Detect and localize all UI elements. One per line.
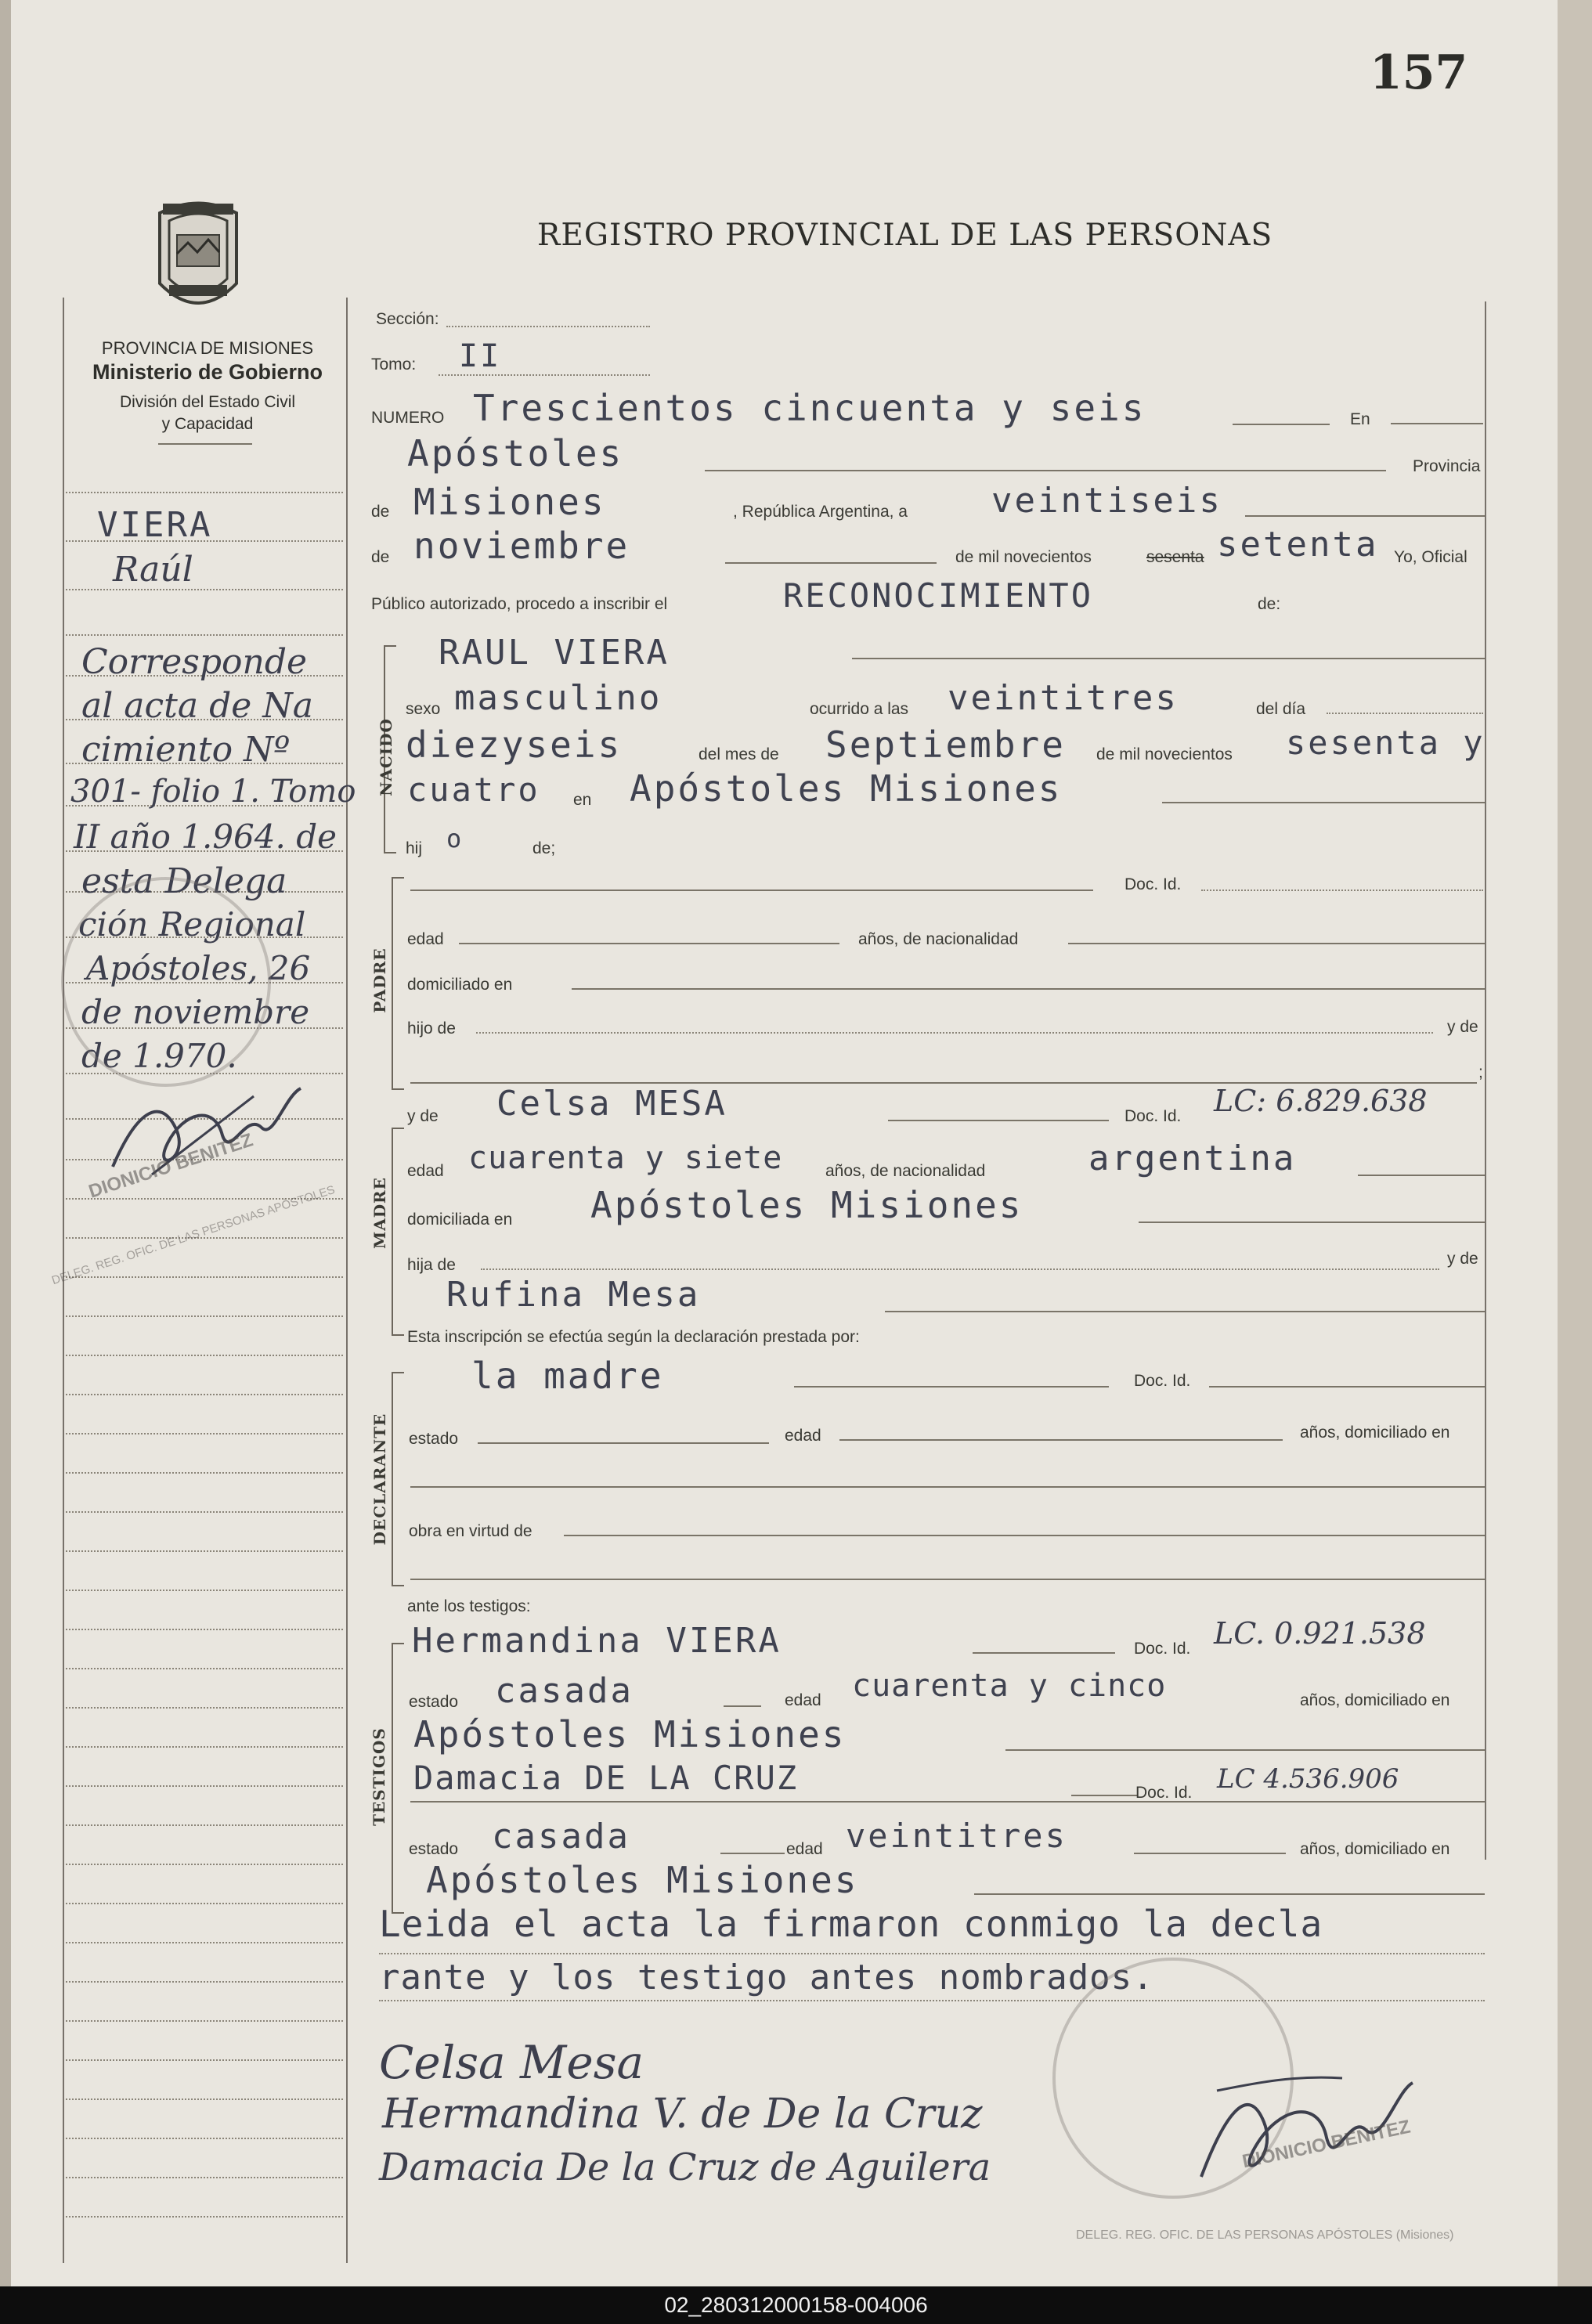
del-dia-label: del día (1256, 700, 1306, 718)
provincia-label: Provincia (1413, 457, 1481, 475)
declarante-intro-label: Esta inscripción se efectúa según la declaración prestada por: (407, 1328, 860, 1346)
nacido-name-value: RAUL VIERA (439, 633, 670, 673)
declarante-section-label: DECLARANTE (370, 1413, 389, 1546)
division-line-2: y Capacidad (161, 415, 254, 433)
de-label-2: de (371, 548, 390, 566)
declarante-anios-label: años, domiciliado en (1300, 1424, 1450, 1442)
tomo-label: Tomo: (371, 355, 417, 374)
testigo-1-edad-label: edad (785, 1691, 821, 1709)
de-colon-label: de: (1258, 595, 1281, 613)
testigo-1-doc-value: LC. 0.921.538 (1214, 1616, 1426, 1651)
official-stamp-name: DIONICIO BENITEZ (1240, 2116, 1413, 2173)
margin-stamp-office: DELEG. REG. OFIC. DE LAS PERSONAS APÓSTOLES (50, 1182, 337, 1288)
testigos-section-label: TESTIGOS (370, 1727, 388, 1826)
ocurrido-label: ocurrido a las (810, 700, 909, 718)
testigo-2-doc-value: LC 4.536.906 (1217, 1763, 1399, 1795)
madre-anios-label: años, de nacionalidad (825, 1162, 986, 1180)
sesenta-struck-label: sesenta (1146, 548, 1204, 566)
scan-identifier: 02_280312000158-004006 (0, 2286, 1592, 2324)
domiciliada-label: domiciliada en (407, 1211, 513, 1229)
madre-name-value: Celsa MESA (496, 1084, 727, 1124)
mes-value: Septiembre (825, 724, 1066, 766)
signature-celsa-mesa: Celsa Mesa (379, 2036, 644, 2089)
padre-hijo-de-label: hijo de (407, 1019, 456, 1038)
testigo-1-estado-value: casada (495, 1671, 634, 1711)
book-spine (1558, 0, 1592, 2286)
madre-y-de-label-2: y de (1447, 1250, 1478, 1268)
testigo-2-estado-value: casada (492, 1817, 630, 1857)
signature-hermandina: Hermandina V. de De la Cruz (382, 2091, 983, 2138)
publico-label: Público autorizado, procedo a inscribir el (371, 595, 668, 613)
testigo-2-edad-label: edad (786, 1840, 823, 1858)
closing-line-1: Leida el acta la firmaron conmigo la decla (379, 1903, 1323, 1945)
nacido-section-label: NACIDO (377, 718, 395, 796)
tomo-value: II (459, 338, 502, 374)
testigo-2-doc-label: Doc. Id. (1135, 1784, 1193, 1802)
lugar-value: Apóstoles Misiones (630, 767, 1063, 810)
closing-line-2: rante y los testigo antes nombrados. (379, 1958, 1154, 1997)
testigo-2-estado-label: estado (409, 1840, 459, 1858)
division-line-1: División del Estado Civil (119, 393, 296, 411)
signature-damacia: Damacia De la Cruz de Aguilera (379, 2145, 991, 2189)
testigo-2-edad-value: veintitres (846, 1817, 1067, 1855)
madre-doc-label: Doc. Id. (1125, 1107, 1182, 1125)
testigo-1-domicilio-value: Apóstoles Misiones (413, 1713, 847, 1756)
nacido-mil-label: de mil novecientos (1096, 745, 1233, 763)
seccion-label: Sección: (376, 310, 439, 328)
declarante-estado-label: estado (409, 1430, 459, 1448)
padre-y-de-label: y de (1447, 1018, 1478, 1036)
testigos-intro-label: ante los testigos: (407, 1597, 531, 1615)
testigo-1-estado-label: estado (409, 1693, 459, 1711)
obra-label: obra en virtud de (409, 1522, 532, 1540)
sexo-label: sexo (406, 700, 441, 718)
madre-nacionalidad-value: argentina (1088, 1139, 1297, 1178)
dia-value: diezyseis (406, 724, 623, 766)
numero-value: Trescientos cincuenta y seis (473, 387, 1146, 429)
hij-de-label: de; (532, 839, 556, 857)
madre-edad-label: edad (407, 1162, 444, 1180)
testigo-2-anios-label: años, domiciliado en (1300, 1840, 1450, 1858)
hij-value: o (446, 824, 464, 853)
numero-label: NUMERO (371, 409, 445, 427)
declarante-doc-label: Doc. Id. (1134, 1372, 1191, 1390)
anio-value-1: sesenta y (1286, 724, 1486, 762)
padre-semicolon: ; (1478, 1063, 1483, 1081)
margin-official-stamp (61, 877, 271, 1087)
sexo-value: masculino (454, 678, 662, 718)
madre-edad-value: cuarenta y siete (468, 1140, 783, 1176)
madre-section-label: MADRE (370, 1177, 389, 1249)
official-stamp-office: DELEG. REG. OFIC. DE LAS PERSONAS APÓSTOLES (Misiones) (1076, 2228, 1454, 2242)
testigo-1-name-value: Hermandina VIERA (412, 1621, 782, 1661)
hij-label: hij (406, 839, 423, 857)
madre-domicilio-value: Apóstoles Misiones (590, 1184, 1023, 1226)
republica-label: , República Argentina, a (733, 503, 908, 521)
province-seal-icon (152, 197, 244, 321)
document-title: REGISTRO PROVINCIAL DE LAS PERSONAS (537, 218, 1273, 253)
margin-stamp-name: DIONICIO BENITEZ (86, 1129, 256, 1203)
nacido-en-label: en (573, 791, 592, 809)
province-name: PROVINCIA DE MISIONES (101, 338, 314, 358)
madre-doc-value: LC: 6.829.638 (1214, 1084, 1428, 1118)
declarante-name-value: la madre (471, 1355, 664, 1397)
en-label: En (1350, 410, 1370, 428)
year-value: setenta (1217, 525, 1379, 565)
del-mes-label: del mes de (699, 745, 779, 763)
testigo-1-doc-label: Doc. Id. (1134, 1640, 1191, 1658)
month-value: noviembre (413, 525, 630, 567)
padre-section-label: PADRE (370, 947, 389, 1013)
testigo-1-anios-label: años, domiciliado en (1300, 1691, 1450, 1709)
ministry-name: Ministerio de Gobierno (92, 360, 323, 384)
province-value: Misiones (413, 481, 606, 523)
page-number: 157 (1370, 45, 1468, 100)
day-value: veintiseis (991, 481, 1222, 521)
register-page: 157 REGISTRO PROVINCIAL DE LAS PERSONAS PROVINCIA DE MISIONES Ministerio de Gobierno División del Estado Civil y Capacidad VIERA Raúl Corresponde al acta de Na cimiento Nº 301- folio 1. Tomo II año 1.964. de esta Delega ción Regional Apóstoles, 26 de noviembre de 1.970. DIONICIO BENITEZ DELEG. REG. OFIC. DE LAS PERSONAS APÓSTOLES Sección: Tomo: II NUMERO Trescientos cincuenta y seis En Apóstoles Provincia de Misiones , República Argentina, a veintiseis de noviembre de mil novecientos sesenta setenta Yo, Oficial Público autorizado, procedo a inscribir el RECONOCIMIENTO de: NACIDO RAUL VIERA sexo masculino ocurrido a las veintitres del día diezyseis del mes de Septiembre de mil novecientos sesenta y cuatro en Apóstoles Misiones hij o de; PADRE Doc. Id. edad años, de nacionalidad domiciliado en hijo de y de ; MADRE y de Celsa MESA Doc. Id. LC: 6.829.638 edad cuarenta y siete años, de nacionalidad argentina domiciliada en Apóstoles Misiones hija de y de Rufina Mesa Esta inscripción se efectúa según la declaración prestada por: DECLARANTE la madre Doc. Id. estado edad años, domiciliado en obra en virtud de ante los testigos: TESTIGOS Hermandina VIERA Doc. Id. LC. 0.921.538 estado casada edad cuarenta y cinco años, domiciliado en Apóstoles Misiones Damacia DE LA CRUZ Doc. Id. LC 4.536.906 estado casada edad veintitres años, domiciliado en Apóstoles Misiones Leida el acta la firmaron conmigo la decla rante y los testigo antes nombrados. Celsa Mesa Hermandina V. de De la Cruz Damacia De la Cruz de Aguilera DIONICIO BENITEZ DELEG. REG. OFIC. DE LAS PERSONAS APÓSTOLES (Misiones) (11, 0, 1558, 2286)
declarante-edad-label: edad (785, 1427, 821, 1445)
hora-value: veintitres (948, 678, 1179, 718)
padre-doc-label: Doc. Id. (1125, 875, 1182, 893)
margin-surname: VIERA (97, 505, 213, 545)
madre-y-de-label: y de (407, 1107, 439, 1125)
madre-mother-value: Rufina Mesa (446, 1275, 701, 1315)
testigo-1-edad-value: cuarenta y cinco (852, 1668, 1167, 1704)
testigo-2-name-value: Damacia DE LA CRUZ (413, 1759, 799, 1797)
acto-value: RECONOCIMIENTO (783, 576, 1094, 615)
hija-de-label: hija de (407, 1256, 456, 1274)
de-label: de (371, 503, 390, 521)
margin-given-name: Raúl (113, 550, 193, 590)
yo-oficial-label: Yo, Oficial (1394, 548, 1467, 566)
padre-anios-label: años, de nacionalidad (858, 930, 1019, 948)
padre-edad-label: edad (407, 930, 444, 948)
testigo-2-domicilio-value: Apóstoles Misiones (426, 1859, 859, 1901)
place-value: Apóstoles (407, 432, 624, 475)
domiciliado-label: domiciliado en (407, 976, 513, 994)
mil-novecientos-label: de mil novecientos (955, 548, 1092, 566)
anio-value-2: cuatro (407, 770, 540, 809)
